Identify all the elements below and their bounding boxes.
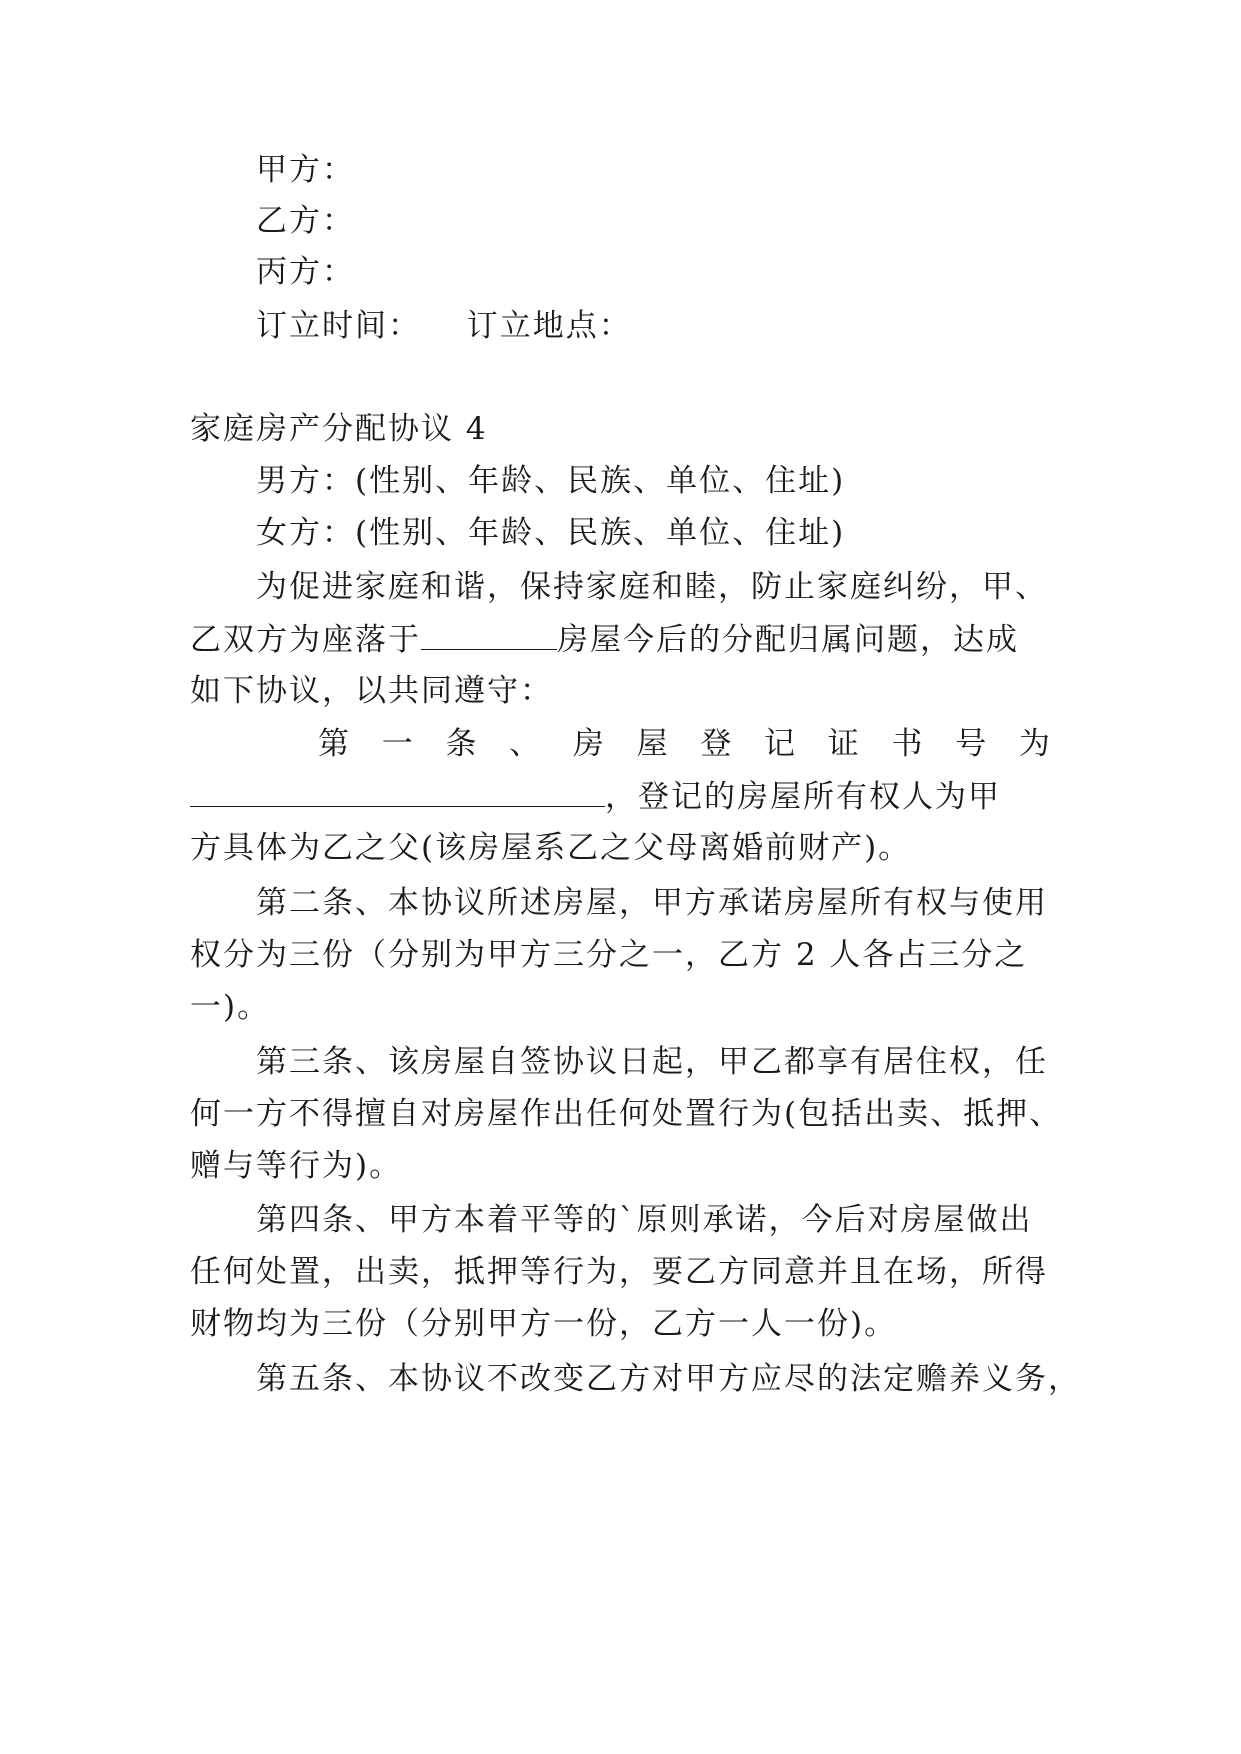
article-1-line-2	[190, 776, 1050, 816]
article-2-line-3: 一)。	[190, 989, 271, 1025]
intro-line-1: 为促进家庭和谐，保持家庭和睦，防止家庭纠纷，甲、	[256, 569, 1048, 605]
intro-line-3: 如下协议，以共同遵守：	[190, 673, 553, 709]
sign-time-place-line	[256, 306, 1050, 346]
party-c-label: 丙方：	[256, 254, 355, 290]
article-1-heading-char: 书	[891, 726, 923, 762]
article-1-heading-char: 一	[381, 726, 413, 762]
intro-line-2-end: 房屋今后的分配归属问题，达成	[557, 622, 1019, 658]
party-b-label: 乙方：	[256, 203, 355, 239]
article-1-heading-char: 第	[318, 726, 349, 762]
article-1-heading-char: 、	[509, 726, 541, 762]
article-1-heading-char: 登	[700, 726, 732, 762]
article-1-heading-char: 屋	[636, 726, 668, 762]
article-4-line-3: 财物均为三份（分别甲方一份，乙方一人一份)。	[190, 1306, 898, 1342]
article-1-heading-char: 记	[764, 726, 796, 762]
article-1-heading-char: 条	[445, 726, 477, 762]
article-1-heading-char: 为	[1018, 726, 1050, 762]
article-1-heading-char: 号	[955, 726, 987, 762]
article-3-line-1: 第三条、该房屋自签协议日起，甲乙都享有居住权，任	[256, 1044, 1048, 1080]
location-blank	[421, 619, 557, 650]
article-1-line-2-text: ，登记的房屋所有权人为甲	[605, 779, 1001, 815]
article-5-line-1: 第五条、本协议不改变乙方对甲方应尽的法定赡养义务，	[256, 1361, 1081, 1397]
certificate-number-blank	[190, 776, 605, 807]
article-1-heading-char: 证	[827, 726, 859, 762]
party-a-label: 甲方：	[256, 152, 355, 188]
intro-line-2-start: 乙双方为座落于	[190, 622, 421, 658]
article-1-heading-char: 房	[572, 726, 604, 762]
article-2-line-1: 第二条、本协议所述房屋，甲方承诺房屋所有权与使用	[256, 885, 1048, 921]
article-1-line-1	[318, 724, 1050, 764]
article-1-line-3: 方具体为乙之父(该房屋系乙之父母离婚前财产)。	[190, 830, 912, 866]
section-title: 家庭房产分配协议 4	[190, 411, 488, 447]
male-party-line: 男方：(性别、年龄、民族、单位、住址)	[256, 463, 846, 499]
article-3-line-2: 何一方不得擅自对房屋作出任何处置行为(包括出卖、抵押、	[190, 1096, 1063, 1132]
female-party-line: 女方：(性别、年龄、民族、单位、住址)	[256, 515, 846, 551]
intro-line-2	[190, 619, 1050, 659]
article-4-line-2: 任何处置，出卖，抵押等行为，要乙方同意并且在场，所得	[190, 1254, 1048, 1290]
sign-place-label: 订立地点：	[466, 308, 632, 344]
article-2-line-2: 权分为三份（分别为甲方三分之一，乙方 2 人各占三分之	[190, 937, 1028, 973]
article-4-line-1: 第四条、甲方本着平等的`原则承诺，今后对房屋做出	[256, 1202, 1033, 1238]
article-3-line-3: 赠与等行为)。	[190, 1148, 403, 1184]
sign-time-label: 订立时间：	[256, 308, 421, 344]
